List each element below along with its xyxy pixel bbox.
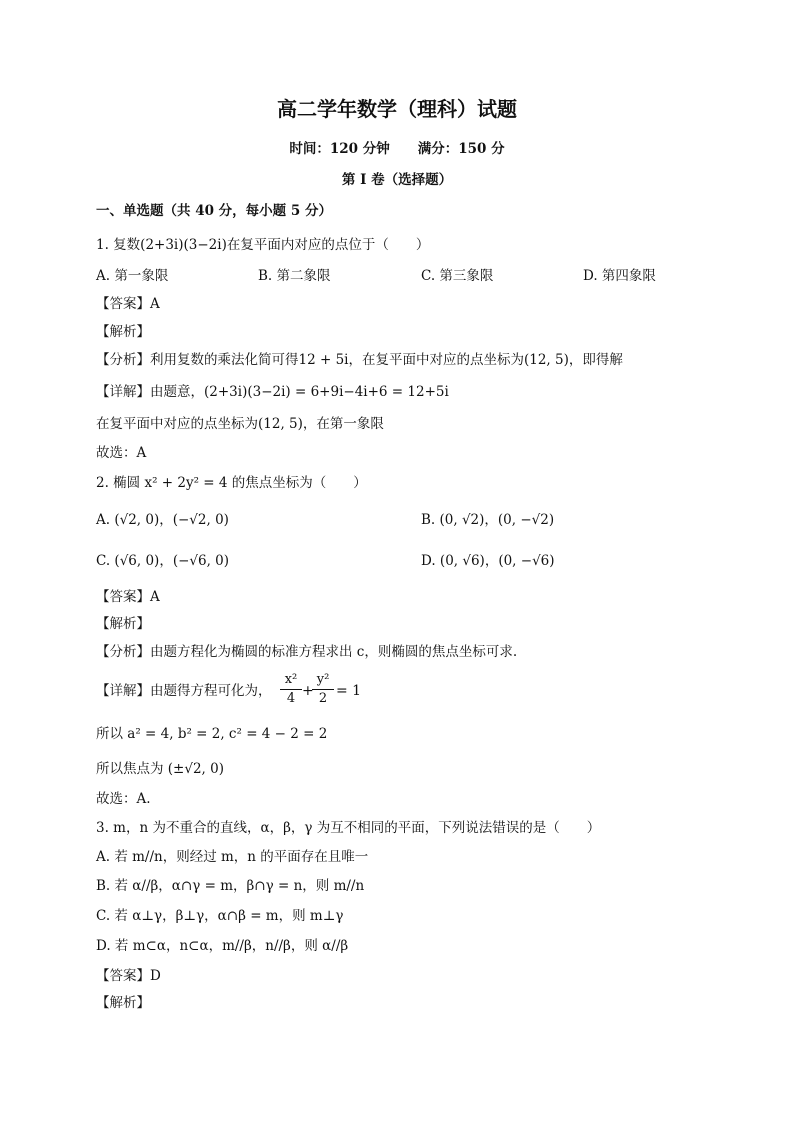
q1-analysis: 【分析】利用复数的乘法化简可得12 + 5i，在复平面中对应的点坐标为(12, 5)，即得解: [96, 352, 623, 368]
q2-fraction-2: [312, 671, 334, 708]
q1-option-a: A. 第一象限: [96, 268, 169, 284]
q2-option-a: A. (√2, 0)，(−√2, 0): [96, 512, 229, 528]
q2-answer: 【答案】A: [96, 589, 160, 605]
q1-answer: 【答案】A: [96, 296, 160, 312]
section-heading: 一、单选题（共 40 分，每小题 5 分）: [96, 203, 332, 219]
q2-jiexi: 【解析】: [96, 616, 150, 632]
q3-answer: 【答案】D: [96, 968, 161, 984]
q2-frac1-numerator: x²: [280, 671, 302, 690]
q3-option-b: B. 若 α//β，α∩γ = m，β∩γ = n，则 m//n: [96, 878, 365, 894]
q2-frac2-numerator: y²: [312, 671, 334, 690]
q2-plus-sign: +: [302, 683, 314, 699]
q3-option-c: C. 若 α⊥γ，β⊥γ，α∩β = m，则 m⊥γ: [96, 908, 344, 924]
exam-time: 时间：120 分钟: [289, 141, 390, 157]
q3-option-a: A. 若 m//n，则经过 m，n 的平面存在且唯一: [96, 849, 369, 865]
q1-jiexi: 【解析】: [96, 324, 150, 340]
q1-option-d: D. 第四象限: [583, 268, 656, 284]
q2-detail-line1: 所以 a² = 4, b² = 2, c² = 4 − 2 = 2: [96, 726, 328, 742]
q2-detail-prefix: 【详解】由题得方程可化为，: [96, 683, 272, 699]
q1-detail-line2: 在复平面中对应的点坐标为(12, 5)，在第一象限: [96, 416, 384, 432]
q1-choose: 故选：A: [96, 445, 147, 461]
q3-option-d: D. 若 m⊂α，n⊂α，m//β，n//β，则 α//β: [96, 938, 349, 954]
q1-detail: 【详解】由题意，(2+3i)(3−2i) = 6+9i−4i+6 = 12+5i: [96, 384, 449, 400]
q2-option-c: C. (√6, 0)，(−√6, 0): [96, 553, 230, 569]
q2-detail: [96, 681, 272, 701]
q3-jiexi: 【解析】: [96, 995, 150, 1011]
q2-fraction-1: [280, 671, 302, 708]
q1-option-b: B. 第二象限: [258, 268, 331, 284]
q2-equation-tail: = 1: [336, 683, 362, 699]
q2-frac2-denominator: 2: [318, 691, 328, 706]
page-title: 高二学年数学（理科）试题: [277, 97, 517, 121]
q2-option-d: D. (0, √6)，(0, −√6): [421, 553, 555, 569]
q2-detail-line2: 所以焦点为 (±√2, 0): [96, 761, 224, 777]
q1-option-c: C. 第三象限: [421, 268, 494, 284]
q2-frac1-denominator: 4: [286, 691, 296, 706]
q1-stem: 1. 复数(2+3i)(3−2i)在复平面内对应的点位于（ ）: [96, 237, 430, 253]
exam-meta: [0, 139, 794, 159]
volume-heading: 第 I 卷（选择题）: [341, 172, 453, 188]
exam-score: 满分：150 分: [417, 141, 505, 157]
q3-stem: 3. m，n 为不重合的直线，α，β，γ 为互不相同的平面，下列说法错误的是（ ）: [96, 820, 601, 836]
q2-stem: 2. 椭圆 x² + 2y² = 4 的焦点坐标为（ ）: [96, 475, 367, 491]
q2-analysis: 【分析】由题方程化为椭圆的标准方程求出 c，则椭圆的焦点坐标可求.: [96, 644, 518, 660]
q2-choose: 故选：A.: [96, 791, 151, 807]
q2-option-b: B. (0, √2)，(0, −√2): [421, 512, 555, 528]
